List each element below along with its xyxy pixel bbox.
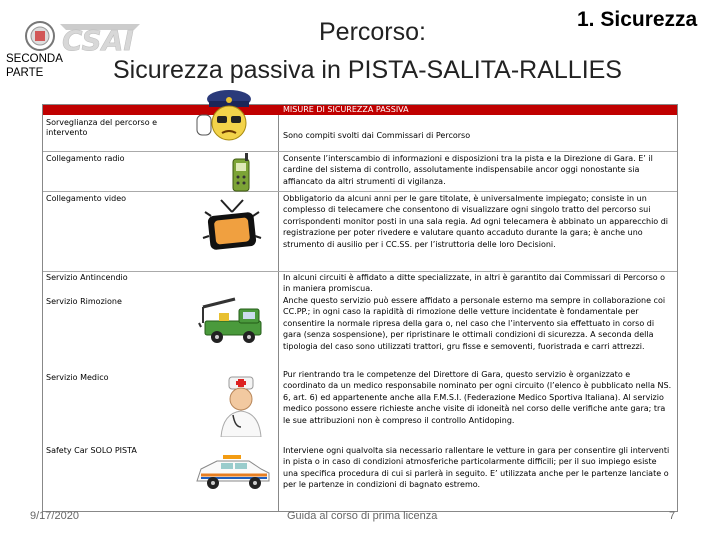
- row-text: Sono compiti svolti dai Commissari di Percorso: [283, 131, 471, 140]
- row-label: Sorveglianza del percorso e intervento: [46, 118, 158, 137]
- row-label: Servizio Medico: [46, 373, 109, 382]
- section-line-2: PARTE: [6, 67, 44, 79]
- page-number: 7: [669, 510, 676, 522]
- column-divider: [278, 115, 279, 511]
- row-separator: [43, 151, 677, 152]
- row-text: In alcuni circuiti è affidato a ditte specializzate, in altri è garantito dai Commissari di Percorso o in maniera promiscua.: [283, 273, 666, 294]
- tow-truck-icon: [185, 295, 267, 349]
- footer-title: Guida al corso di prima licenza: [287, 510, 438, 522]
- row-text: Pur rientrando tra le competenze del Direttore di Gara, questo servizio è organizzato e coordinato da un medico responsabile nominato per ogni circuito (l’elenco è pubblicato nella NS. 6, art. 6) ed appartenente anche alla F.M.S.I. (Federazione Medico Sportiva Italiana). Al servizio medico possono essere richieste anche visite di idoneità nel corso delle verifiche ante gara; tra le sue attribuzioni non è compreso il controllo Antidoping.: [283, 370, 672, 425]
- row-label: Safety Car SOLO PISTA: [46, 446, 137, 455]
- chapter-number: 1. Sicurezza: [577, 8, 698, 31]
- table-header-label: MISURE DI SICUREZZA PASSIVA: [283, 105, 409, 114]
- row-label: Collegamento radio: [46, 154, 125, 163]
- row-text: Obbligatorio da alcuni anni per le gare titolate, è universalmente impiegato; consiste in un complesso di telecamere che consentono di visualizzare ogni singolo tratto del percorso sui corrispondenti monitor posti in una sala regia. Ad ogni telecamera è abbinato un apparecchio di registrazione per poter rivedere e valutare quanto accaduto durante la gara; è anche uno strumento di ausilio per i CC.SS. per l’istruttoria delle loro Decisioni.: [283, 194, 669, 249]
- svg-text:CSAI: CSAI: [62, 24, 134, 56]
- section-line-1: SECONDA: [6, 53, 63, 65]
- safety-car-icon: [193, 451, 273, 493]
- radio-icon: [229, 153, 255, 193]
- row-text: Consente l’interscambio di informazioni e disposizioni tra la pista e la Direzione di Gara. E’ il cardine del sistema di controllo, assolutamente indispensabile ancor oggi nonostante sia affiancato da altri strumenti di vigilanza.: [283, 154, 653, 186]
- row-separator: [43, 191, 677, 192]
- row-text: Interviene ogni qualvolta sia necessario rallentare le vetture in gara per consentire gli interventi in pista o in caso di condizioni atmosferiche particolarmente difficili; per il suo impiego esiste una specifica procedura di cui si parlerà in seguito. E’ utilizzata anche per le partenze lanciate o per le partenze in condizioni di bagnato estremo.: [283, 446, 670, 490]
- footer-date: 9/17/2020: [30, 510, 79, 522]
- row-label: Servizio Rimozione: [46, 297, 122, 306]
- table-header: [43, 105, 677, 115]
- safety-table: [42, 104, 678, 512]
- television-icon: [199, 198, 265, 258]
- title-line-2: Sicurezza passiva in PISTA-SALITA-RALLIES: [113, 56, 622, 84]
- row-text: Anche questo servizio può essere affidato a personale esterno ma sempre in collaborazione coi CC.PP.; in ogni caso la rapidità di rimozione delle vetture incidentate è fondamentale per consentire la normale ripresa della gara o, nel caso che l’intervento sia effettuato in corso di gara (senza sospensione), per ripristinare le ottimali condizioni di sicurezza. A seconda della tipologia del caso sono utilizzati trattori, gru fisse e semoventi, fuoristrada e carri attrezzi.: [283, 296, 666, 351]
- row-label: Collegamento video: [46, 194, 127, 203]
- row-label: Servizio Antincendio: [46, 273, 128, 282]
- doctor-icon: [215, 375, 267, 437]
- police-officer-icon: [195, 85, 259, 149]
- title-line-1: Percorso:: [319, 18, 426, 46]
